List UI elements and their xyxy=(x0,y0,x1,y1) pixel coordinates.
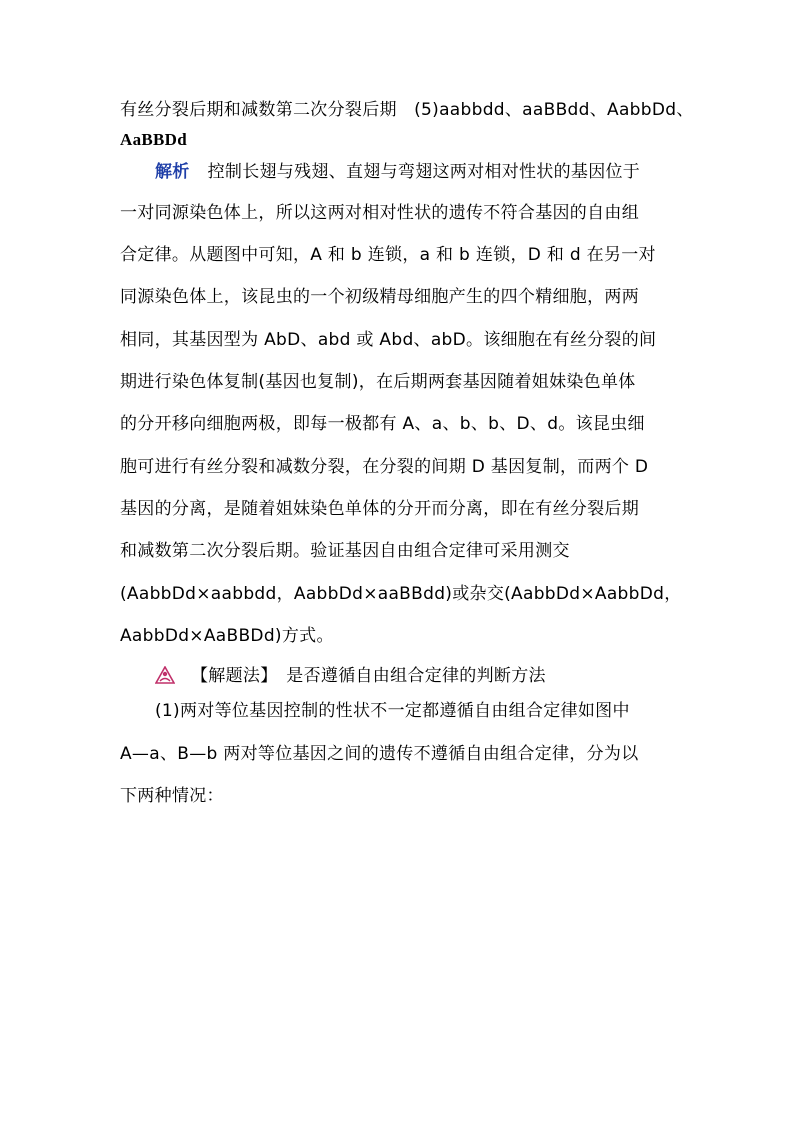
analysis-line-6: 期进行染色体复制(基因也复制)，在后期两套基因随着姐妹染色单体 xyxy=(120,372,636,392)
analysis-line-4: 同源染色体上，该昆虫的一个初级精母细胞产生的四个精细胞，两两 xyxy=(120,287,639,307)
analysis-line-1 xyxy=(155,160,680,184)
tip-line xyxy=(155,664,680,688)
analysis-line-8: 胞可进行有丝分裂和减数分裂，在分裂的间期 D 基因复制，而两个 D xyxy=(120,457,649,477)
answer-line-2: AaBBDd xyxy=(120,130,187,149)
method-line-1: (1)两对等位基因控制的性状不一定都遵循自由组合定律如图中 xyxy=(155,701,630,721)
tip-title: 【解题法】 是否遵循自由组合定律的判断方法 xyxy=(191,666,546,686)
answer-line-1: 有丝分裂后期和减数第二次分裂后期 (5)aabbdd、aaBBdd、AabbDd、 xyxy=(120,100,694,120)
analysis-line-2: 一对同源染色体上，所以这两对相对性状的遗传不符合基因的自由组 xyxy=(120,203,639,223)
analysis-line-5: 相同，其基因型为 AbD、abd 或 Abd、abD。该细胞在有丝分裂的间 xyxy=(120,330,657,350)
analysis-line-7: 的分开移向细胞两极，即每一极都有 A、a、b、b、D、d。该昆虫细 xyxy=(120,414,645,434)
method-line-3: 下两种情况： xyxy=(120,786,224,806)
method-line-2: A—a、B—b 两对等位基因之间的遗传不遵循自由组合定律，分为以 xyxy=(120,744,639,764)
tip-icon xyxy=(155,666,175,684)
analysis-line-12: AabbDd×AaBBDd)方式。 xyxy=(120,626,334,646)
analysis-line-3: 合定律。从题图中可知，A 和 b 连锁，a 和 b 连锁，D 和 d 在另一对 xyxy=(120,245,656,265)
analysis-label: 解析 xyxy=(155,162,190,182)
analysis-line-10: 和减数第二次分裂后期。验证基因自由组合定律可采用测交 xyxy=(120,541,570,561)
analysis-line-9: 基因的分离，是随着姐妹染色单体的分开而分离，即在有丝分裂后期 xyxy=(120,499,639,519)
analysis-line-11: (AabbDd×aabbdd，AabbDd×aaBBdd)或杂交(AabbDd×AabbDd， xyxy=(120,584,682,604)
analysis-text: 控制长翅与残翅、直翅与弯翅这两对相对性状的基因位于 xyxy=(207,162,641,182)
